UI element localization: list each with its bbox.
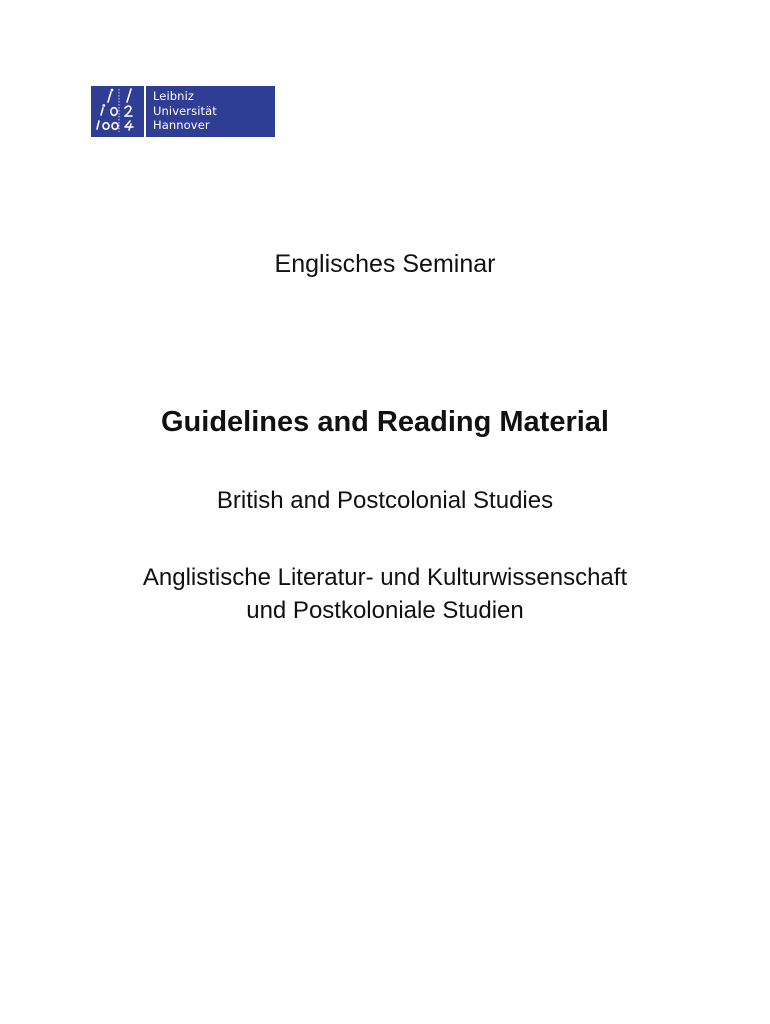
german-title-line-1: Anglistische Literatur- und Kulturwissenschaft (142, 564, 628, 591)
logo-line-leibniz: Leibniz (153, 89, 194, 103)
university-logo (91, 86, 275, 137)
binary-logo-mark (91, 86, 144, 137)
document-subtitle: British and Postcolonial Studies (216, 487, 554, 514)
german-title-line-2: und Postkoloniale Studien (246, 597, 524, 624)
german-title (0, 561, 770, 627)
document-title: Guidelines and Reading Material (161, 406, 609, 438)
logo-line-hannover: Hannover (153, 118, 210, 132)
binary-digits-icon (91, 86, 144, 137)
department-name: Englisches Seminar (274, 250, 496, 278)
logo-line-universitat: Universität (153, 103, 217, 118)
logo-wordmark (146, 86, 275, 137)
